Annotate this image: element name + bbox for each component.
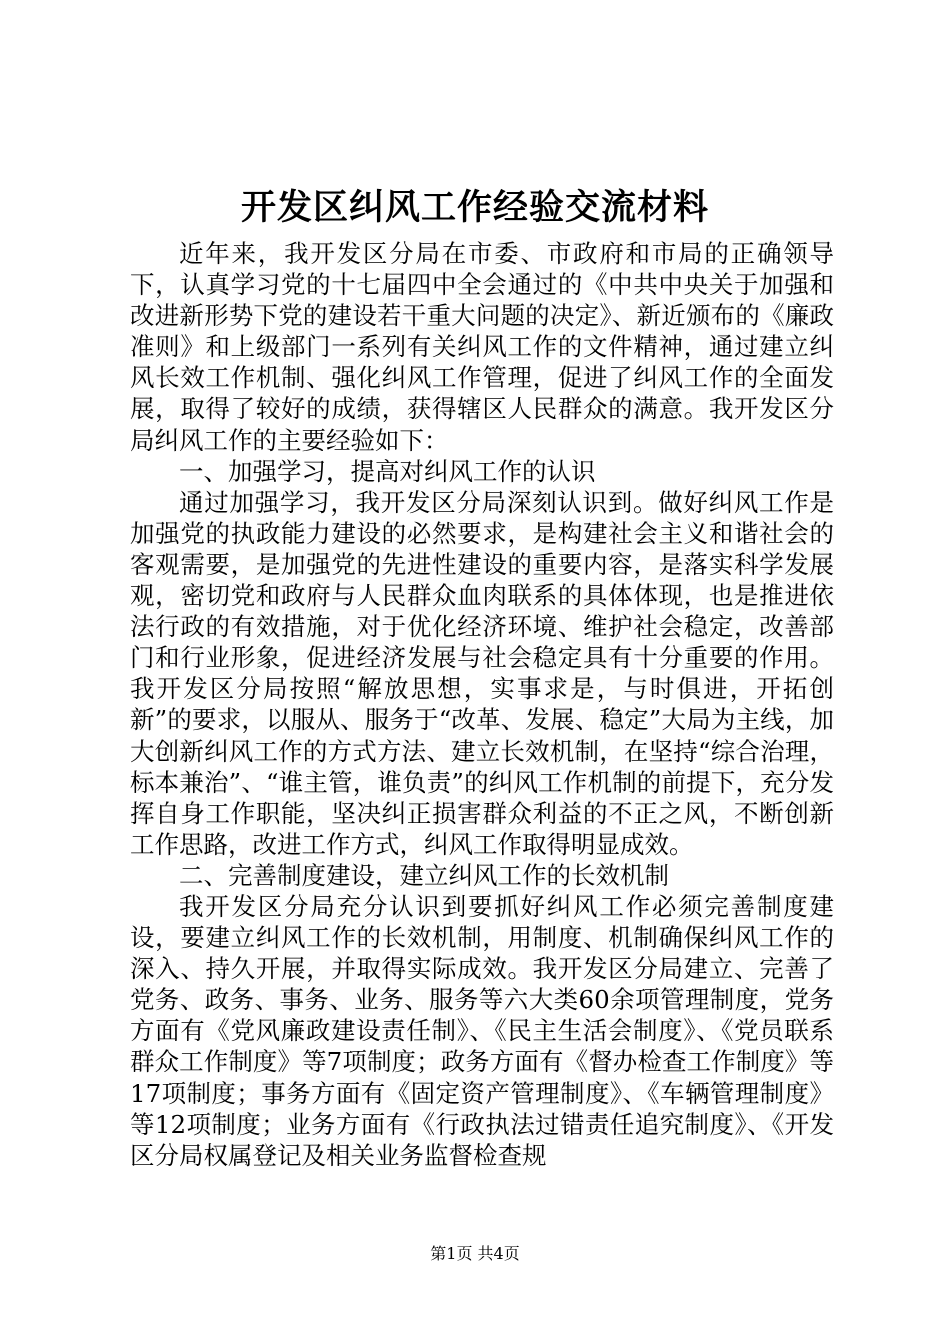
paragraph-section-1: 通过加强学习，我开发区分局深刻认识到。做好纠风工作是加强党的执政能力建设的必然要求，是构建社会主义和谐社会的客观需要，是加强党的先进性建设的重要内容，是落实科学发展观，密切党和政府与人民群众血肉联系的具体体现，也是推进依法行政的有效措施，对于优化经济环境、维护社会稳定，改善部门和行业形象，促进经济发展与社会稳定具有十分重要的作用。我开发区分局按照“解放思想，实事求是，与时俱进，开拓创新”的要求，以服从、服务于“改革、发展、稳定”大局为主线，加大创新纠风工作的方式方法、建立长效机制，在坚持“综合治理，标本兼治”、“谁主管，谁负责”的纠风工作机制的前提下，充分发挥自身工作职能，坚决纠正损害群众利益的不正之风，不断创新工作思路，改进工作方式，纠风工作取得明显成效。 [130, 487, 834, 859]
section-heading-2: 二、完善制度建设，建立纠风工作的长效机制 [179, 860, 669, 890]
paragraph-section-2: 我开发区分局充分认识到要抓好纠风工作必须完善制度建设，要建立纠风工作的长效机制，用制度、机制确保纠风工作的深入、持久开展，并取得实际成效。我开发区分局建立、完善了党务、政务、事务、业务、服务等六大类60余项管理制度，党务方面有《党风廉政建设责任制》、《民主生活会制度》、《党员联系群众工作制度》等7项制度；政务方面有《督办检查工作制度》等17项制度；事务方面有《固定资产管理制度》、《车辆管理制度》等12项制度；业务方面有《行政执法过错责任追究制度》、《开发区分局权属登记及相关业务监督检查规 [130, 891, 834, 1170]
document-title: 开发区纠风工作经验交流材料 [240, 187, 709, 228]
paragraph-intro: 近年来，我开发区分局在市委、市政府和市局的正确领导下，认真学习党的十七届四中全会通过的《中共中央关于加强和改进新形势下党的建设若干重大问题的决定》、新近颁布的《廉政准则》和上级部门一系列有关纠风工作的文件精神，通过建立纠风长效工作机制、强化纠风工作管理，促进了纠风工作的全面发展，取得了较好的成绩，获得辖区人民群众的满意。我开发区分局纠风工作的主要经验如下： [130, 239, 834, 455]
document-body [130, 238, 834, 1171]
page-number-footer: 第1页 共4页 [430, 1244, 520, 1263]
section-heading-1: 一、加强学习，提高对纠风工作的认识 [179, 456, 596, 486]
